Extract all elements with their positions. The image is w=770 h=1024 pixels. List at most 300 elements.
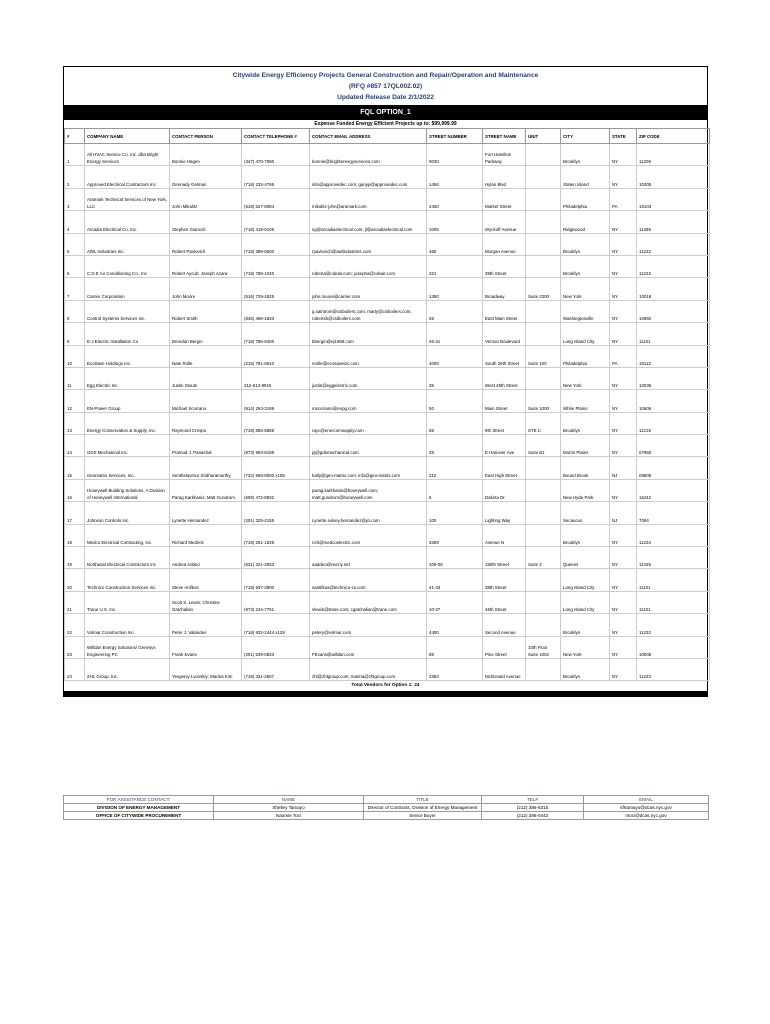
col-city: Brooklyn	[561, 255, 610, 277]
col-city: Staten Island	[561, 166, 610, 188]
expense-subheader: Expense Funded Energy Efficient Projects up to: $99,999.99	[314, 121, 457, 127]
col-company-name: Technico Construction Services Inc.	[85, 569, 170, 591]
col-state: NY	[610, 166, 637, 188]
col-zip: 11223	[637, 658, 710, 680]
assistance-tel-header: TEL#	[482, 796, 584, 804]
col-unit	[526, 211, 561, 233]
col-city: New York	[561, 636, 610, 658]
col-company-name: Volmar Construction Inc.	[85, 614, 170, 636]
table-row	[65, 479, 710, 501]
col-company-name: Egg Electric Inc	[85, 367, 170, 389]
col-number-header: #	[65, 129, 85, 144]
col-email[interactable]: bonnie@brightenergyservices.com	[310, 144, 427, 166]
col-email[interactable]: mikulitz-john@aramark.com	[310, 188, 427, 210]
col-street-number: 2400	[427, 188, 483, 210]
office-citywide-procurement: OFFICE OF CITYWIDE PROCUREMENT	[64, 812, 214, 820]
col-number: 23	[65, 636, 85, 658]
col-city: Long Island City	[561, 569, 610, 591]
col-company-name: ZHL Group, Inc.	[85, 658, 170, 680]
col-company-name: Control Systems Services Inc.	[85, 300, 170, 322]
col-contact-person: John Moore	[170, 278, 242, 300]
col-company-name: Trane U.S. Inc.	[85, 591, 170, 613]
col-city: Morris Plains	[561, 435, 610, 457]
col-email[interactable]: aaddeo@necny.net	[310, 547, 427, 569]
col-unit	[526, 367, 561, 389]
col-contact-person: Bonnie Hagen	[170, 144, 242, 166]
col-number: 17	[65, 502, 85, 524]
assistance-name-header: NAME	[214, 796, 364, 804]
assistance-row-procurement	[64, 812, 709, 820]
col-unit	[526, 569, 561, 591]
col-number: 3	[65, 188, 85, 210]
col-telephone: (718) 388-6500	[242, 233, 310, 255]
col-street-number: 35	[427, 367, 483, 389]
col-telephone: (718) 832-2444 x129	[242, 614, 310, 636]
col-company-name: Energy Conservation & Supply, Inc.	[85, 412, 170, 434]
col-number: 4	[65, 211, 85, 233]
col-state: NY	[610, 569, 637, 591]
col-street-name: East High Street	[483, 457, 526, 479]
col-state: NY	[610, 524, 637, 546]
assistance-header-row	[64, 796, 709, 804]
col-telephone: (732) 568-8000 x106	[242, 457, 310, 479]
col-street-name: Dakota Dr.	[483, 479, 526, 501]
col-contact-person: Andrea Addeo	[170, 547, 242, 569]
col-street-name: South 26th Street	[483, 345, 526, 367]
col-email[interactable]: petery@volmar.com	[310, 614, 427, 636]
col-unit	[526, 502, 561, 524]
col-company-name: EN-Power Group	[85, 390, 170, 412]
table-row	[65, 636, 710, 658]
table-row	[65, 390, 710, 412]
col-contact-person: Peter J. Valandes	[170, 614, 242, 636]
table-row	[65, 144, 710, 166]
col-telephone: (518) 527-8094	[242, 188, 310, 210]
col-state: NY	[610, 547, 637, 569]
col-street-name: Wyckoff Avenue	[483, 211, 526, 233]
col-state: NY	[610, 211, 637, 233]
col-email[interactable]: info@approvedec.com; ganyp@approvedec.com	[310, 166, 427, 188]
col-contact-person: Robert Smith	[170, 300, 242, 322]
col-unit: Suite B1	[526, 435, 561, 457]
col-company-name: Carrier Corporation	[85, 278, 170, 300]
col-zip: 11234	[637, 524, 710, 546]
col-unit: 10th Floor Suite 1002	[526, 636, 561, 658]
table-row	[65, 278, 710, 300]
col-state: NY	[610, 255, 637, 277]
col-city: Brooklyn	[561, 412, 610, 434]
col-telephone: (973) 244-7751	[242, 591, 310, 613]
col-street-name: E Hanover Ave	[483, 435, 526, 457]
col-street-number: 321	[427, 255, 483, 277]
col-city: New York	[561, 278, 610, 300]
col-zip: 11232	[637, 614, 710, 636]
col-unit	[526, 524, 561, 546]
col-city: Washingtonville	[561, 300, 610, 322]
col-unit	[526, 658, 561, 680]
table-row	[65, 211, 710, 233]
col-zip-header: ZIP CODE	[637, 129, 710, 144]
col-number: 24	[65, 658, 85, 680]
assistance-label: FOR ASSISTANCE CONTACT:	[64, 796, 214, 804]
col-city: Brooklyn	[561, 614, 610, 636]
col-zip: 11101	[637, 591, 710, 613]
header-release-date: Updated Release Date 2/1/2022	[337, 94, 434, 101]
col-city-header: CITY	[561, 129, 610, 144]
col-state: NY	[610, 591, 637, 613]
col-street-name: 38th Street	[483, 569, 526, 591]
col-telephone: (718) 232-4786	[242, 166, 310, 188]
col-contact-person: Frank Evans	[170, 636, 242, 658]
col-contact-person: Richard Medrick	[170, 524, 242, 546]
col-street-number: 1350	[427, 278, 483, 300]
col-contact-person: Parag Karkhanis; Matt Gundrum	[170, 479, 242, 501]
col-zip: 11435	[637, 547, 710, 569]
col-unit: Suite 100	[526, 345, 561, 367]
col-telephone: (516) 729-4525	[242, 278, 310, 300]
col-company-name: Johnson Controls Inc.	[85, 502, 170, 524]
col-telephone-header: CONTACT TELEPHONE #	[242, 129, 310, 144]
col-unit-header: UNIT	[526, 129, 561, 144]
col-state: NY	[610, 435, 637, 457]
col-email[interactable]: santifkos@technico-cs.com	[310, 569, 427, 591]
col-state: NY	[610, 658, 637, 680]
col-email[interactable]: FEvans@willdan.com	[310, 636, 427, 658]
col-street-number: 3309	[427, 524, 483, 546]
contact-title: Senior Buyer	[364, 812, 482, 820]
col-number: 5	[65, 233, 85, 255]
vendor-table	[64, 128, 710, 681]
col-telephone: (845) 496-1833	[242, 300, 310, 322]
table-row	[65, 323, 710, 345]
col-company-name: Medco Electrical Contracting, Inc.	[85, 524, 170, 546]
table-row	[65, 255, 710, 277]
col-zip: 10305	[637, 166, 710, 188]
col-street-number: 210	[427, 457, 483, 479]
col-company-name: All HVAC Service Co. Inc. dba Bright Energy Services	[85, 144, 170, 166]
col-city: Brooklyn	[561, 144, 610, 166]
col-street-name: West 45th Street	[483, 367, 526, 389]
col-telephone: (609) 472-8932	[242, 479, 310, 501]
col-email[interactable]: nrolle@ecosaveinc.com	[310, 345, 427, 367]
col-city: Long Island City	[561, 323, 610, 345]
col-state: NY	[610, 636, 637, 658]
col-company-name: Approved Electrical Contractors Inc.	[85, 166, 170, 188]
col-email[interactable]: rpavlovich@awlindustries.com	[310, 233, 427, 255]
col-street-number: 1005	[427, 211, 483, 233]
col-street-number: 5	[427, 479, 483, 501]
col-email[interactable]: zhl@zhlgroup.com; marina@zhlgroup.com	[310, 658, 427, 680]
col-unit: STE C	[526, 412, 561, 434]
col-state-header: STATE	[610, 129, 637, 144]
col-telephone: (718) 937-3800	[242, 569, 310, 591]
col-telephone: (201) 325-4155	[242, 502, 310, 524]
col-city: Secaucus	[561, 502, 610, 524]
col-company-name: Arcadia Electrical Co. Inc.	[85, 211, 170, 233]
col-city: Ridgewood	[561, 211, 610, 233]
col-telephone: (718) 788-1040	[242, 255, 310, 277]
col-state: NY	[610, 233, 637, 255]
col-zip: 10018	[637, 278, 710, 300]
col-street-name-header: STREET NAME	[483, 129, 526, 144]
contact-title: Director of Contracts, Division of Energy Management	[364, 804, 482, 812]
col-state: NY	[610, 300, 637, 322]
col-contact-person: Michael Scorrano	[170, 390, 242, 412]
col-zip: 11222	[637, 233, 710, 255]
col-company-name: GDS Mechanical Inc.	[85, 435, 170, 457]
col-number: 18	[65, 524, 85, 546]
table-row	[65, 300, 710, 322]
col-number: 21	[65, 591, 85, 613]
col-telephone: (215) 791-6810	[242, 345, 310, 367]
table-row	[65, 367, 710, 389]
col-telephone: 212-613-9915	[242, 367, 310, 389]
col-email[interactable]: mscorrano@enpg.com	[310, 390, 427, 412]
assistance-email-header: EMAIL	[584, 796, 709, 804]
col-zip: 11209	[637, 144, 710, 166]
col-telephone: (718) 855-5888	[242, 412, 310, 434]
col-email[interactable]: slewin@trane.com; cgatchalian@trane.com	[310, 591, 427, 613]
col-zip: 11042	[637, 479, 710, 501]
col-street-name: Fort Hamilton Parkway	[483, 144, 526, 166]
col-contact-person: Steve Anifkos	[170, 569, 242, 591]
contact-email[interactable]: ntoci@dcas.nyc.gov	[584, 812, 709, 820]
col-zip: 11232	[637, 255, 710, 277]
col-number: 8	[65, 300, 85, 322]
col-zip: 11385	[637, 211, 710, 233]
col-street-number: 460	[427, 233, 483, 255]
col-street-name: Hylan Blvd	[483, 166, 526, 188]
col-contact-person-header: CONTACT PERSON	[170, 129, 242, 144]
col-street-number: 4000	[427, 345, 483, 367]
col-telephone: (914) 263-3199	[242, 390, 310, 412]
col-street-number: 105-08	[427, 547, 483, 569]
col-email[interactable]: rich@medcoelectric.com	[310, 524, 427, 546]
col-street-number: 10-27	[427, 591, 483, 613]
col-city: Philadelphia	[561, 345, 610, 367]
col-email[interactable]: Lynette.sulvey.hernandez@jci.com	[310, 502, 427, 524]
col-zip: 19112	[637, 345, 710, 367]
col-number: 20	[65, 569, 85, 591]
col-zip: 10992	[637, 300, 710, 322]
col-street-number: 88	[427, 636, 483, 658]
col-street-name: 9th Street	[483, 412, 526, 434]
col-state: NY	[610, 144, 637, 166]
col-street-name: McDonald Avenue	[483, 658, 526, 680]
col-email[interactable]: g.saintrom@csiboilers.com; marty@csiboilers.com; robertsh@csiboilers.com	[310, 300, 427, 322]
col-street-name: Lighting Way	[483, 502, 526, 524]
col-street-number: 1456	[427, 166, 483, 188]
col-contact-person: Gennady Gelman	[170, 166, 242, 188]
col-zip: 10005	[637, 636, 710, 658]
col-unit	[526, 233, 561, 255]
col-state: NJ	[610, 502, 637, 524]
col-state: NY	[610, 323, 637, 345]
col-unit	[526, 166, 561, 188]
col-state: NY	[610, 390, 637, 412]
col-email[interactable]: parag.karkhanis@honeywell.com; matt.gundrum@honeywell.com	[310, 479, 427, 501]
col-street-number: 4400	[427, 614, 483, 636]
col-contact-person: Yevgeniy Lvovskiy; Marina Kim	[170, 658, 242, 680]
table-row	[65, 188, 710, 210]
col-street-number: 55	[427, 412, 483, 434]
col-company-name-header: COMPANY NAME	[85, 129, 170, 144]
col-number: 13	[65, 412, 85, 434]
col-email-header: CONTACT EMAIL ADDRESS	[310, 129, 427, 144]
end-bar	[64, 691, 707, 696]
col-zip: 08805	[637, 457, 710, 479]
col-street-name: Pine Street	[483, 636, 526, 658]
col-company-name: Aramark Technical Services of New York, LLC	[85, 188, 170, 210]
col-city: New York	[561, 367, 610, 389]
col-telephone: (201) 539-0833	[242, 636, 310, 658]
col-zip: 11101	[637, 569, 710, 591]
col-state: PA	[610, 345, 637, 367]
col-zip: 11101	[637, 323, 710, 345]
col-email[interactable]: roberta@cdeair.com; josepha@cdeair.com	[310, 255, 427, 277]
header-title: Citywide Energy Efficiency Projects General Construction and Repair/Operation and Maintenance	[232, 72, 539, 79]
col-telephone: (631) 321-2933	[242, 547, 310, 569]
col-street-number: 9030	[427, 144, 483, 166]
col-email[interactable]: bally@geo-matrix.com; info@geo-matrix.com	[310, 457, 427, 479]
col-unit: Suite 2300	[526, 278, 561, 300]
col-telephone: (718) 786-9400	[242, 323, 310, 345]
col-email[interactable]: john.moore@carrier.com	[310, 278, 427, 300]
col-company-name: Geomatrix Services, Inc.	[85, 457, 170, 479]
table-body	[65, 144, 710, 681]
col-number: 19	[65, 547, 85, 569]
col-telephone: (347) 470-7080	[242, 144, 310, 166]
col-number: 16	[65, 479, 85, 501]
table-row	[65, 658, 710, 680]
col-number: 7	[65, 278, 85, 300]
col-unit	[526, 479, 561, 501]
col-street-number: 2383	[427, 658, 483, 680]
table-row	[65, 233, 710, 255]
contact-name: Naomie Toci	[214, 812, 364, 820]
col-street-name: Avenue N	[483, 524, 526, 546]
col-city: Bound Brook	[561, 457, 610, 479]
col-company-name: Willdan Energy Solutions/ Genesys Engineering PC	[85, 636, 170, 658]
col-company-name: Honeywell Building Solutions, A Division of Honeywell International	[85, 479, 170, 501]
col-email[interactable]: justin@eggelectric.com	[310, 367, 427, 389]
col-contact-person: Lynette Hernandez	[170, 502, 242, 524]
col-email[interactable]: rayc@enercomsupply.com	[310, 412, 427, 434]
col-street-number: 39	[427, 435, 483, 457]
col-company-name: C.D.E Air Conditioning Co., Inc	[85, 255, 170, 277]
col-zip: 11215	[637, 412, 710, 434]
document-page	[63, 66, 708, 697]
col-number: 11	[65, 367, 85, 389]
col-number: 15	[65, 457, 85, 479]
col-contact-person: Robert Pavlovich	[170, 233, 242, 255]
col-company-name: EcoSave Holdings Inc.	[85, 345, 170, 367]
col-unit	[526, 457, 561, 479]
table-row	[65, 547, 710, 569]
table-row	[65, 166, 710, 188]
col-contact-person: Stephen Giancoli	[170, 211, 242, 233]
table-row	[65, 457, 710, 479]
table-row	[65, 569, 710, 591]
document-header	[64, 67, 707, 105]
col-state: NY	[610, 367, 637, 389]
col-telephone: (718) 418-0106	[242, 211, 310, 233]
col-contact-person: Nate Rolle	[170, 345, 242, 367]
col-contact-person: Robert Aycub; Joseph Azara	[170, 255, 242, 277]
col-telephone: (718) 331-2807	[242, 658, 310, 680]
col-state: NJ	[610, 457, 637, 479]
col-city: Brooklyn	[561, 524, 610, 546]
col-city: New Hyde Park	[561, 479, 610, 501]
col-number: 6	[65, 255, 85, 277]
col-street-name: 46th Street	[483, 591, 526, 613]
col-company-name: Northeast Electrical Contractors Inc	[85, 547, 170, 569]
col-zip: 10036	[637, 367, 710, 389]
col-contact-person: John Mikulitz	[170, 188, 242, 210]
col-state: NY	[610, 614, 637, 636]
col-email[interactable]: bbergin@ej1899.com	[310, 323, 427, 345]
col-unit: Suite 1000	[526, 390, 561, 412]
total-vendors: Total Vendors for Option 1: 24	[351, 683, 420, 689]
col-company-name: AWL Industries Inc.	[85, 233, 170, 255]
option-title: FQL OPTION_1	[64, 105, 707, 120]
table-row	[65, 502, 710, 524]
col-contact-person: Raymond Crespo	[170, 412, 242, 434]
col-contact-person: Brendon Bergin	[170, 323, 242, 345]
col-city: Brooklyn	[561, 658, 610, 680]
col-city: Long Island City	[561, 591, 610, 613]
contact-tel: (212) 386-6315	[482, 804, 584, 812]
col-contact-person: Justin Stoute	[170, 367, 242, 389]
col-street-number: 41-33	[427, 569, 483, 591]
col-street-name: Morgan Avenue	[483, 233, 526, 255]
col-unit	[526, 144, 561, 166]
col-street-number-header: STREET NUMBER	[427, 129, 483, 144]
header-rfq: (RFQ #857 17QL002.02)	[348, 83, 423, 90]
col-contact-person: Scott S. Lewin; Christine Gatchalian	[170, 591, 242, 613]
col-city: Queens	[561, 547, 610, 569]
col-number: 22	[65, 614, 85, 636]
col-city: White Plains	[561, 390, 610, 412]
contact-tel: (212) 386-0442	[482, 812, 584, 820]
col-email[interactable]: pj@gdsmechanical.com	[310, 435, 427, 457]
col-unit	[526, 614, 561, 636]
col-state: PA	[610, 188, 637, 210]
col-street-name: 39th Street	[483, 255, 526, 277]
col-email[interactable]: sg@arcadiaelectrical.com; jl@arcadiaelectrical.com	[310, 211, 427, 233]
col-company-name: E-J Electric Installation Co	[85, 323, 170, 345]
table-row	[65, 591, 710, 613]
col-number: 2	[65, 166, 85, 188]
assistance-contact-table	[63, 795, 709, 820]
col-state: NY	[610, 479, 637, 501]
col-street-name: Vernon Boulevard	[483, 323, 526, 345]
assistance-title-header: TITLE	[364, 796, 482, 804]
col-street-number: 65	[427, 300, 483, 322]
col-city: Philadelphia	[561, 188, 610, 210]
col-street-number: 46-41	[427, 323, 483, 345]
col-street-name: Market Street	[483, 188, 526, 210]
col-unit	[526, 188, 561, 210]
col-unit	[526, 255, 561, 277]
contact-email[interactable]: sfrtamayo@dcas.nyc.gov	[584, 804, 709, 812]
col-state: NY	[610, 278, 637, 300]
table-header-row	[65, 129, 710, 144]
col-unit	[526, 591, 561, 613]
col-state: NY	[610, 412, 637, 434]
col-unit	[526, 300, 561, 322]
col-telephone: (718) 251-1535	[242, 524, 310, 546]
